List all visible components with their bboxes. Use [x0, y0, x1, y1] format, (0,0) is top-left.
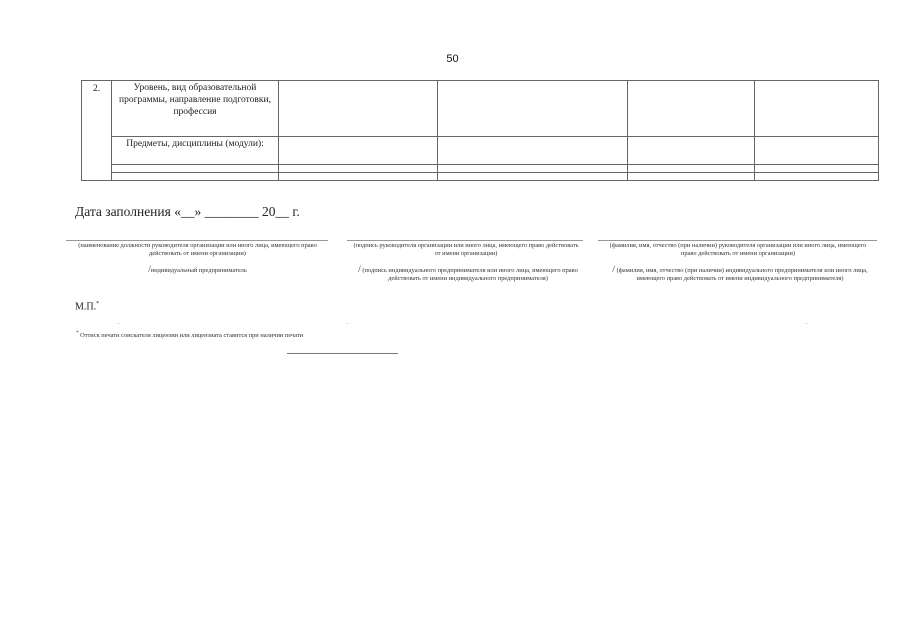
scan-dot — [806, 323, 807, 324]
table-row — [82, 81, 879, 137]
entrepreneur-signature-label: (подпись индивидуального предпринимателя или иного лица, имеющего право действовать от имени индивидуального предпринимателя) — [362, 267, 578, 282]
page-number: 50 — [446, 53, 459, 65]
slash-separator: / — [148, 265, 151, 275]
individual-entrepreneur-caption — [70, 266, 325, 275]
footnote — [76, 331, 303, 339]
table-cell[interactable] — [755, 137, 879, 165]
individual-entrepreneur-label: индивидуальный предприниматель — [150, 267, 247, 274]
slash-separator: / — [612, 265, 616, 275]
entrepreneur-name-caption — [606, 266, 874, 283]
head-signature-caption: (подпись руководителя организации или иного лица, имеющего право действовать от имени организации) — [353, 242, 579, 257]
row-number-cell — [82, 81, 112, 181]
entrepreneur-name-label: (фамилия, имя, отчество (при наличии) индивидуального предпринимателя или иного лица, имеющего право действовать от имени индивидуального предпринимателя) — [616, 267, 868, 282]
table-cell[interactable] — [628, 165, 755, 173]
footnote-rule — [287, 353, 398, 354]
table-cell[interactable] — [755, 165, 879, 173]
table-cell[interactable] — [628, 137, 755, 165]
table-cell[interactable] — [755, 81, 879, 137]
table-cell[interactable] — [755, 173, 879, 181]
table-cell[interactable] — [112, 165, 279, 173]
table-cell[interactable] — [279, 81, 438, 137]
entrepreneur-signature-caption — [356, 266, 580, 283]
table-cell[interactable] — [438, 165, 628, 173]
program-table — [81, 80, 879, 181]
footnote-marker: * — [76, 331, 79, 336]
table-cell[interactable] — [279, 165, 438, 173]
position-caption: (наименование должности руководителя организации или иного лица, имеющего право действовать от имени организации) — [78, 242, 317, 257]
head-signature-line[interactable] — [347, 240, 583, 241]
head-name-caption: (фамилия, имя, отчество (при наличии) руководителя организации или иного лица, имеющего право действовать от имени организации) — [609, 242, 867, 257]
program-label: Уровень, вид образовательной программы, направление подготовки, профессия — [119, 83, 271, 117]
table-cell[interactable] — [438, 173, 628, 181]
subjects-label-cell — [112, 137, 279, 165]
table-cell[interactable] — [628, 81, 755, 137]
scan-dot — [118, 323, 119, 324]
table-row — [82, 165, 879, 173]
stamp-label — [75, 301, 99, 312]
table-cell[interactable] — [279, 173, 438, 181]
table-cell[interactable] — [112, 173, 279, 181]
table-cell[interactable] — [279, 137, 438, 165]
position-signature-line[interactable] — [66, 240, 328, 241]
table-row — [82, 173, 879, 181]
table-cell[interactable] — [438, 81, 628, 137]
stamp-text: М.П. — [75, 301, 97, 313]
row-number: 2. — [92, 84, 101, 94]
stamp-marker: * — [96, 301, 100, 307]
table-row — [82, 137, 879, 165]
slash-separator: / — [358, 265, 361, 275]
program-label-cell — [112, 81, 279, 137]
footnote-text: Оттиск печати соискателя лицензии или лицензиата ставится при наличии печати — [80, 332, 304, 340]
table-cell[interactable] — [438, 137, 628, 165]
fill-date-line[interactable]: Дата заполнения «__» ________ 20__ г. — [75, 204, 300, 219]
scan-dot — [347, 323, 348, 324]
table-cell[interactable] — [628, 173, 755, 181]
head-name-line[interactable] — [598, 240, 877, 241]
subjects-label: Предметы, дисциплины (модули): — [126, 139, 264, 149]
